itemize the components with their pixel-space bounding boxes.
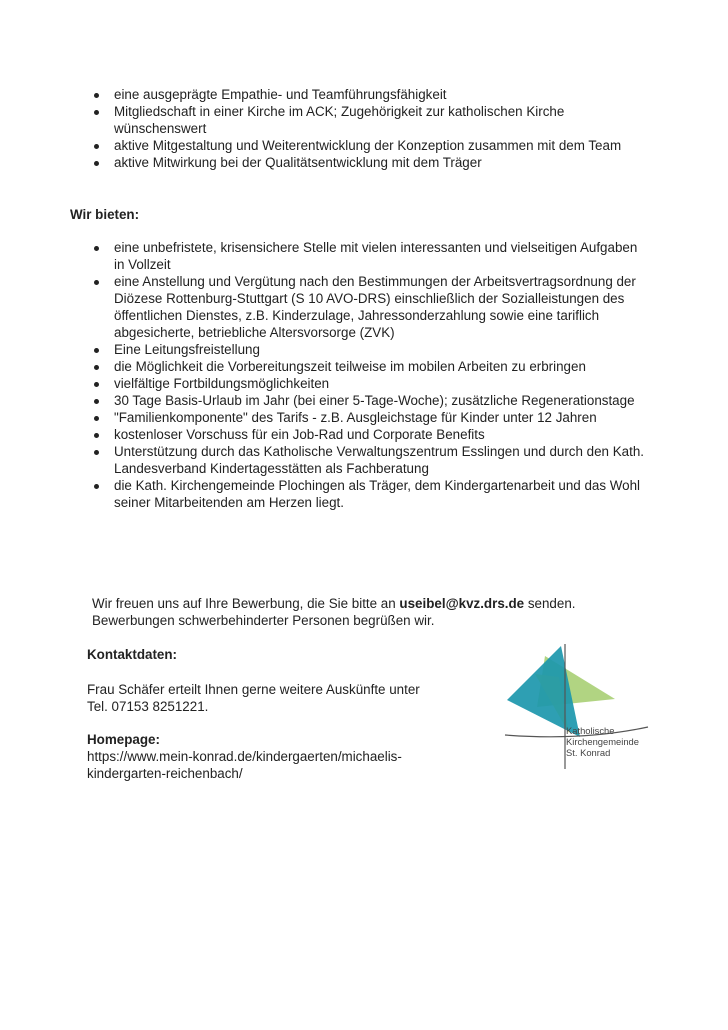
list-item: Unterstützung durch das Katholische Verwaltungszentrum Esslingen und durch den Kath. Landesverband Kindertagesstätten als Fachberatung <box>92 443 644 477</box>
homepage-link-line-2[interactable]: kindergarten-reichenbach/ <box>87 766 243 781</box>
logo-text-line-2: Kirchengemeinde <box>566 736 639 747</box>
list-item: 30 Tage Basis-Urlaub im Jahr (bei einer 5-Tage-Woche); zusätzliche Regenerationstage <box>92 392 644 409</box>
email-address[interactable]: useibel@kvz.drs.de <box>399 596 525 611</box>
closing-line-2: Bewerbungen schwerbehinderter Personen begrüßen wir. <box>92 613 435 628</box>
contact-text <box>87 681 487 715</box>
list-item: eine Anstellung und Vergütung nach den Bestimmungen der Arbeitsvertragsordnung der Diözese Rottenburg-Stuttgart (S 10 AVO-DRS) einschließlich der Sozialleistungen des öffentlichen Dienstes, z.B. Kinderzulage, Jahressonderzahlung sowie eine tariflich abgesicherte, betriebliche Altersvorsorge (ZVK) <box>92 273 644 341</box>
list-item: aktive Mitgestaltung und Weiterentwicklung der Konzeption zusammen mit dem Team <box>92 137 644 154</box>
list-item: vielfältige Fortbildungsmöglichkeiten <box>92 375 644 392</box>
list-item: "Familienkomponente" des Tarifs - z.B. Ausgleichstage für Kinder unter 12 Jahren <box>92 409 644 426</box>
logo-text <box>566 725 639 758</box>
closing-after-email: senden. <box>524 596 576 611</box>
closing-line-1 <box>92 595 652 612</box>
logo-teal-triangle <box>507 646 580 737</box>
logo-text-line-3: St. Konrad <box>566 747 611 758</box>
homepage-heading: Homepage: <box>87 732 160 747</box>
offers-list <box>92 239 644 511</box>
list-item: die Kath. Kirchengemeinde Plochingen als Träger, dem Kindergartenarbeit und das Wohl seiner Mitarbeitenden am Herzen liegt. <box>92 477 644 511</box>
list-item: eine ausgeprägte Empathie- und Teamführungsfähigkeit <box>92 86 644 103</box>
list-item: Mitgliedschaft in einer Kirche im ACK; Zugehörigkeit zur katholischen Kirche wünschenswert <box>92 103 644 137</box>
contact-heading: Kontaktdaten: <box>87 647 178 662</box>
closing-text <box>92 595 652 629</box>
homepage-link[interactable] <box>87 748 487 782</box>
closing-before-email: Wir freuen uns auf Ihre Bewerbung, die Sie bitte an <box>92 596 400 611</box>
contact-phone: Tel. 07153 8251221. <box>87 699 209 714</box>
offer-heading: Wir bieten: <box>70 207 140 222</box>
list-item: kostenloser Vorschuss für ein Job-Rad und Corporate Benefits <box>92 426 644 443</box>
list-item: aktive Mitwirkung bei der Qualitätsentwicklung mit dem Träger <box>92 154 644 171</box>
requirements-list <box>92 86 644 171</box>
list-item: Eine Leitungsfreistellung <box>92 341 644 358</box>
contact-line-1: Frau Schäfer erteilt Ihnen gerne weitere Auskünfte unter <box>87 682 420 697</box>
homepage-link-line-1[interactable]: https://www.mein-konrad.de/kindergaerten/michaelis- <box>87 749 402 764</box>
logo-text-line-1: Katholische <box>566 725 615 736</box>
list-item: eine unbefristete, krisensichere Stelle mit vielen interessanten und vielseitigen Aufgaben in Vollzeit <box>92 239 644 273</box>
list-item: die Möglichkeit die Vorbereitungszeit teilweise im mobilen Arbeiten zu erbringen <box>92 358 644 375</box>
